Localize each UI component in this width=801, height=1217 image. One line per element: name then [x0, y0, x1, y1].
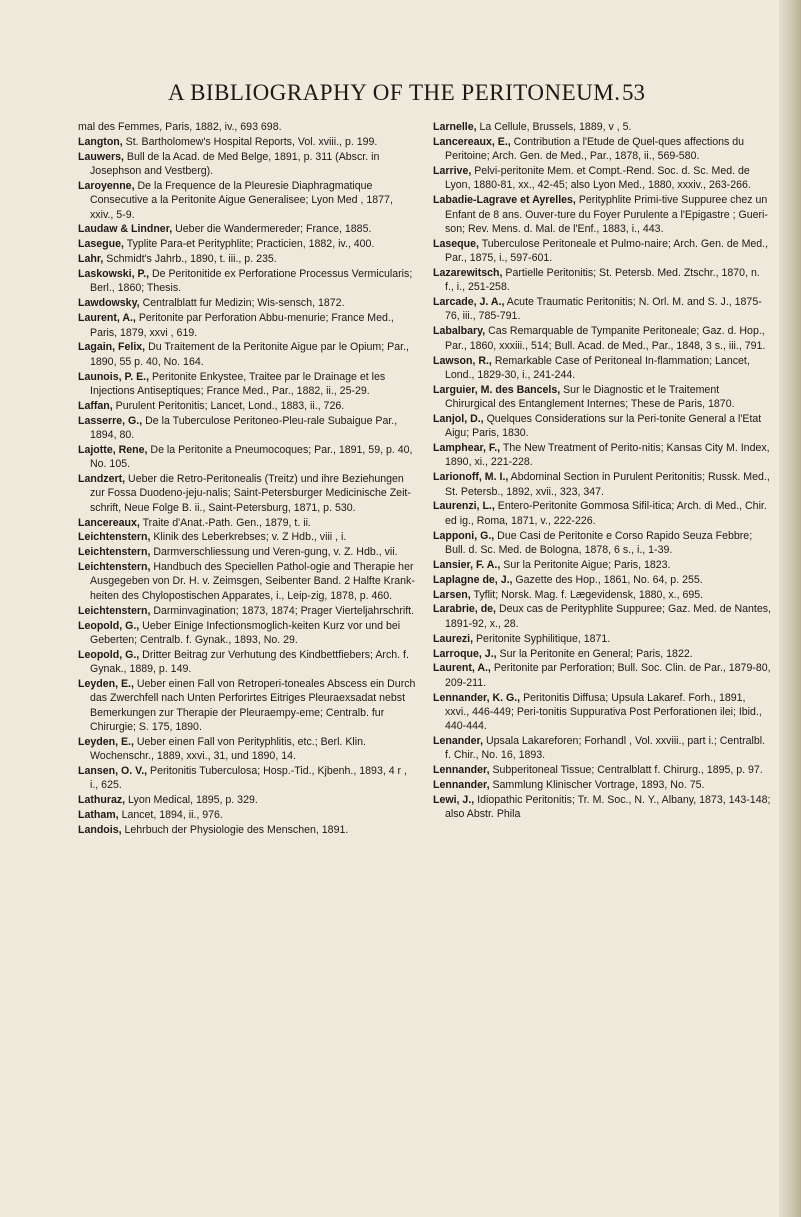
entry-author: Lanjol, D.,	[433, 412, 484, 425]
entry-author: Lennander,	[433, 764, 490, 777]
entry-citation: Sur la Peritonite en General; Paris, 1822.	[496, 647, 693, 660]
entry-author: Lauwers,	[78, 150, 124, 163]
bibliography-entry	[433, 691, 771, 734]
entry-author: Leichtenstern,	[78, 546, 151, 559]
entry-author: Lennander, K. G.,	[433, 691, 521, 704]
entry-citation: Due Casi de Peritonite e Corso Rapido Seuza Febbre; Bull. d. Sc. Med. de Bologna, 1878, 6 s., i., 1-39.	[445, 529, 753, 556]
bibliography-entry	[433, 120, 771, 134]
entry-citation: Du Traitement de la Peritonite Aigue par le Opium; Par., 1890, 55 p. 40, No. 164.	[90, 341, 409, 368]
entry-author: Larnelle,	[433, 121, 477, 133]
bibliography-entry	[433, 661, 771, 690]
entry-citation: Peritonite par Perforation Abbu-menurie; France Med., Paris, 1879, xxvi , 619.	[90, 312, 394, 339]
entry-author: Labadie-Lagrave et Ayrelles,	[433, 194, 576, 207]
bibliography-entry	[78, 530, 416, 544]
bibliography-entry	[433, 412, 771, 441]
bibliography-entry	[78, 648, 416, 677]
entry-author: Lenander,	[433, 735, 484, 748]
entry-citation: Perityphlite Primi-tive Suppuree chez un Enfant de 8 ans. Ouver-ture du Foyer Purulente a l'Epigastre ; Gueri-son; Rev. Mens. d. Mal. de l'Enf., 1883, i., 443.	[445, 194, 768, 235]
bibliography-entry	[433, 193, 771, 236]
running-head: A BIBLIOGRAPHY OF THE PERITONEUM.	[168, 80, 621, 105]
bibliography-entry	[78, 604, 416, 618]
entry-citation: Purulent Peritonitis; Lancet, Lond., 1883, ii., 726.	[112, 399, 345, 412]
bibliography-entry	[78, 267, 416, 296]
entry-author: Lennander,	[433, 779, 490, 792]
entry-author: Leopold, G.,	[78, 619, 140, 632]
entry-author: Lazarewitsch,	[433, 266, 503, 279]
entry-author: Larionoff, M. I.,	[433, 471, 509, 484]
right-column	[433, 120, 771, 822]
bibliography-entry	[78, 340, 416, 369]
bibliography-entry	[433, 164, 771, 193]
entry-citation: Tyflit; Norsk. Mag. f. Lægevidensk, 1880, x., 695.	[470, 588, 704, 601]
entry-author: Larrive,	[433, 165, 472, 178]
entry-citation: Dritter Beitrag zur Verhutung des Kindbettfiebers; Arch. f. Gynak., 1889, p. 149.	[90, 648, 409, 676]
entry-citation: Contribution a l'Etude de Quel-ques affections du Peritoine; Arch. Gen. de Med., Par., 1878, ii., 569-580.	[445, 135, 745, 163]
entry-citation: Cas Remarquable de Tympanite Peritoneale; Gaz. d. Hop., Par., 1860, xxxiii., 514; Bull. Acad. de Med., Par., 1848, 3 s., iii., 791.	[445, 325, 766, 352]
entry-author: Larcade, J. A.,	[433, 296, 505, 309]
bibliography-entry	[78, 619, 416, 648]
entry-citation: La Cellule, Brussels, 1889, v , 5.	[476, 121, 632, 133]
bibliography-entry	[433, 441, 771, 470]
entry-citation: mal des Femmes, Paris, 1882, iv., 693 698.	[78, 121, 282, 133]
entry-author: Lagain, Felix,	[78, 341, 146, 354]
entry-author: Lawson, R.,	[433, 354, 492, 367]
entry-citation: Ueber Einige Infectionsmoglich-keiten Kurz vor und bei Geberten; Centralb. f. Gynak., 1893, No. 29.	[90, 619, 401, 646]
bibliography-entry	[78, 120, 416, 134]
bibliography-entry	[433, 793, 771, 822]
bibliography-entry	[433, 354, 771, 383]
entry-citation: De la Frequence de la Pleuresie Diaphragmatique Consecutive a la Peritonite Aigue Generalisee; Lyon Med , 1877, xxiv., 5-9.	[90, 179, 393, 221]
bibliography-entry	[433, 295, 771, 324]
entry-author: Laseque,	[433, 237, 479, 250]
entry-citation: Deux cas de Perityphlite Suppuree; Gaz. Med. de Nantes, 1891-92, x., 28.	[445, 603, 771, 630]
bibliography-entry	[433, 499, 771, 528]
entry-author: Landois,	[78, 823, 122, 836]
entry-citation: Darmverschliessung und Veren-gung, v. Z. Hdb., vii.	[150, 546, 398, 559]
entry-citation: Traite d'Anat.-Path. Gen., 1879, t. ii.	[139, 516, 311, 529]
entry-citation: Lyon Medical, 1895, p. 329.	[125, 794, 258, 807]
entry-author: Larguier, M. des Bancels,	[433, 383, 561, 396]
entry-citation: Tuberculose Peritoneale et Pulmo-naire; Arch. Gen. de Med., Par., 1875, i., 597-601.	[445, 237, 769, 265]
entry-citation: Sammlung Klinischer Vortrage, 1893, No. 75.	[489, 779, 705, 792]
entry-author: Lasegue,	[78, 238, 124, 251]
entry-citation: Darminvagination; 1873, 1874; Prager Vierteljahrschrift.	[150, 604, 415, 617]
entry-citation: Entero-Peritonite Gommosa Sifil-itica; Arch. di Med., Chir. ed ig., Roma, 1871, v., 222-226.	[445, 500, 767, 527]
entry-citation: Peritonitis Diffusa; Upsula Lakaref. Forh., 1891, xxvi., 446-449; Peri-tonitis Suppurativa Post Perforationen ilei; Ibid., 440-444.	[445, 691, 762, 733]
entry-citation: Lancet, 1894, ii., 976.	[118, 808, 223, 821]
entry-author: Lancereaux,	[78, 516, 140, 529]
bibliography-entry	[433, 324, 771, 353]
entry-citation: Idiopathic Peritonitis; Tr. M. Soc., N. Y., Albany, 1873, 143-148; also Abstr. Phila	[445, 794, 771, 821]
bibliography-entry	[433, 763, 771, 777]
bibliography-entry	[433, 734, 771, 763]
bibliography-entry	[433, 573, 771, 587]
entry-citation: Partielle Peritonitis; St. Petersb. Med. Ztschr., 1870, n. f., i., 251-258.	[445, 266, 760, 294]
entry-author: Laffan,	[78, 399, 113, 412]
entry-citation: De Peritonitide ex Perforatione Processus Vermicularis; Berl., 1860; Thesis.	[90, 268, 413, 295]
entry-citation: Remarkable Case of Peritoneal In-flammation; Lancet, Lond., 1829-30, i., 241-244.	[445, 354, 750, 381]
entry-author: Laurent, A.,	[78, 312, 136, 325]
bibliography-entry	[433, 778, 771, 792]
entry-citation: Bull de la Acad. de Med Belge, 1891, p. 311 (Abscr. in Josephson and Vestberg).	[90, 150, 380, 178]
entry-author: Lahr,	[78, 253, 104, 266]
bibliography-entry	[78, 677, 416, 734]
entry-citation: Peritonite par Perforation; Bull. Soc. Clin. de Par., 1879-80, 209-211.	[445, 662, 771, 689]
entry-author: Landzert,	[78, 473, 126, 486]
entry-author: Labalbary,	[433, 325, 486, 338]
entry-author: Larsen,	[433, 588, 471, 601]
page-number: 53	[622, 80, 645, 105]
entry-author: Laplagne de, J.,	[433, 573, 513, 586]
entry-author: Leichtenstern,	[78, 561, 151, 574]
entry-citation: De la Tuberculose Peritoneo-Pleu-rale Subaigue Par., 1894, 80.	[90, 414, 398, 441]
entry-citation: Upsala Lakareforen; Forhandl , Vol. xxviii., part i.; Centralbl. f. Chir., No. 16, 1893.	[445, 735, 766, 762]
bibliography-entry	[78, 150, 416, 179]
entry-citation: The New Treatment of Perito-nitis; Kansas City M. Index, 1890, xi., 221-228.	[445, 442, 770, 469]
entry-author: Leichtenstern,	[78, 604, 151, 617]
bibliography-entry	[78, 793, 416, 807]
entry-author: Laurenzi, L.,	[433, 500, 495, 513]
entry-citation: Peritonitis Tuberculosa; Hosp.-Tid., Kjbenh., 1893, 4 r , i., 625.	[90, 764, 407, 792]
bibliography-entry	[78, 311, 416, 340]
entry-author: Lathuraz,	[78, 794, 126, 807]
entry-citation: St. Bartholomew's Hospital Reports, Vol. xviii., p. 199.	[122, 135, 378, 148]
bibliography-entry	[433, 632, 771, 646]
bibliography-entry	[78, 135, 416, 149]
entry-author: Leyden, E.,	[78, 735, 134, 748]
bibliography-entry	[78, 237, 416, 251]
bibliography-entry	[433, 383, 771, 412]
bibliography-entry	[78, 179, 416, 222]
entry-citation: Sur la Peritonite Aigue; Paris, 1823.	[500, 558, 671, 571]
entry-citation: Abdominal Section in Purulent Peritonitis; Russk. Med., St. Petersb., 1892, xvii., 323, 347.	[445, 471, 770, 498]
entry-author: Laskowski, P.,	[78, 268, 150, 281]
entry-author: Lajotte, Rene,	[78, 443, 148, 456]
bibliography-entry	[433, 470, 771, 499]
entry-author: Lasserre, G.,	[78, 414, 143, 427]
entry-author: Leyden, E.,	[78, 677, 134, 690]
bibliography-entry	[433, 266, 771, 295]
entry-citation: De la Peritonite a Pneumocoques; Par., 1891, 59, p. 40, No. 105.	[90, 443, 413, 471]
bibliography-entry	[78, 252, 416, 266]
entry-citation: Peritonite Enkystee, Traitee par le Drainage et les Injections Antiseptiques; France Med., Par., 1882, ii., 25-29.	[90, 370, 386, 397]
bibliography-entry	[78, 296, 416, 310]
entry-author: Lansier, F. A.,	[433, 558, 501, 571]
entry-author: Lapponi, G.,	[433, 529, 495, 542]
bibliography-entry	[78, 516, 416, 530]
bibliography-entry	[78, 222, 416, 236]
bibliography-entry	[78, 399, 416, 413]
entry-citation: Quelques Considerations sur la Peri-tonite General a l'Etat Aigu; Paris, 1830.	[445, 412, 762, 440]
entry-citation: Ueber einen Fall von Retroperi-toneales Abscess ein Durch das Zwerchfell nach Unten Perforirtes Eitriges Pleuraexsadat nebst Bemerkungen zur Therapie der Pleuraempy-eme; Centralb. fur Chirurgie; S. 175, 1890.	[90, 677, 416, 733]
left-column	[78, 120, 416, 838]
bibliography-entry	[433, 647, 771, 661]
bibliography-entry	[78, 545, 416, 559]
bibliography-entry	[433, 135, 771, 164]
entry-author: Lamphear, F.,	[433, 442, 501, 455]
entry-author: Larabrie, de,	[433, 603, 496, 616]
bibliography-entry	[78, 735, 416, 764]
bibliography-entry	[78, 443, 416, 472]
bibliography-entry	[433, 558, 771, 572]
entry-citation: Lehrbuch der Physiologie des Menschen, 1891.	[121, 823, 349, 836]
entry-citation: Klinik des Leberkrebses; v. Z Hdb., viii , i.	[150, 531, 347, 544]
entry-citation: Peritonite Syphilitique, 1871.	[473, 632, 611, 645]
entry-author: Latham,	[78, 808, 119, 821]
bibliography-entry	[78, 808, 416, 822]
entry-author: Laroyenne,	[78, 179, 135, 192]
entry-citation: Ueber die Wandermereder; France, 1885.	[172, 223, 372, 236]
entry-citation: Ueber einen Fall von Perityphlitis, etc.; Berl. Klin. Wochenschr., 1889, xxvi., 31, und 1890, 14.	[90, 735, 366, 763]
entry-author: Larroque, J.,	[433, 647, 497, 660]
bibliography-entry	[433, 237, 771, 266]
bibliography-entry	[433, 588, 771, 602]
entry-citation: Typlite Para-et Perityphlite; Practicien, 1882, iv., 400.	[123, 238, 375, 251]
entry-author: Lansen, O. V.,	[78, 764, 148, 777]
entry-author: Lancereaux, E.,	[433, 135, 511, 148]
bibliography-entry	[433, 529, 771, 558]
bibliography-entry	[78, 472, 416, 515]
entry-author: Leopold, G.,	[78, 648, 140, 661]
entry-citation: Pelvi-peritonite Mem. et Compt.-Rend. Soc. d. Sc. Med. de Lyon, 1880-81, xx., 42-45; also Lyon Med., 1880, xxxiv., 263-266.	[445, 165, 751, 192]
entry-author: Launois, P. E.,	[78, 370, 150, 383]
entry-citation: Acute Traumatic Peritonitis; N. Orl. M. and S. J., 1875-76, iii., 785-791.	[445, 296, 762, 323]
bibliography-entry	[78, 370, 416, 399]
bibliography-entry	[78, 823, 416, 837]
entry-author: Laurent, A.,	[433, 662, 491, 675]
bibliography-entry	[78, 414, 416, 443]
entry-citation: Gazette des Hop., 1861, No. 64, p. 255.	[512, 573, 703, 586]
entry-citation: Handbuch des Speciellen Pathol-ogie and Therapie her Ausgegeben von Dr. H. v. Zeimsgen, Seibenter Band. 2 Halfte Krank-heiten des Chylopostischen Apparates, i., Leip-zig, 1878, p. 460.	[90, 561, 415, 602]
bibliography-entry	[78, 560, 416, 603]
entry-citation: Subperitoneal Tissue; Centralblatt f. Chirurg., 1895, p. 97.	[489, 764, 763, 777]
entry-author: Langton,	[78, 135, 123, 148]
entry-author: Laudaw & Lindner,	[78, 223, 173, 236]
page-edge	[779, 0, 801, 1217]
entry-author: Lawdowsky,	[78, 297, 140, 310]
entry-citation: Centralblatt fur Medizin; Wis-sensch, 1872.	[139, 297, 345, 310]
entry-citation: Schmidt's Jahrb., 1890, t. iii., p. 235.	[103, 253, 277, 266]
entry-author: Lewi, J.,	[433, 794, 475, 807]
entry-citation: Ueber die Retro-Peritonealis (Treitz) und ihre Beziehungen zur Fossa Duodeno-jeju-nalis; Saint-Petersburger Medicinische Zeit-schrift, Neue Folge B. ii., Saint-Petersburg, 1871, p. 530.	[90, 473, 411, 514]
entry-author: Leichtenstern,	[78, 531, 151, 544]
entry-author: Laurezi,	[433, 632, 474, 645]
bibliography-entry	[78, 764, 416, 793]
bibliography-entry	[433, 602, 771, 631]
entry-citation: Sur le Diagnostic et le Traitement Chirurgical des Entanglement Internes; These de Paris, 1870.	[445, 383, 735, 410]
